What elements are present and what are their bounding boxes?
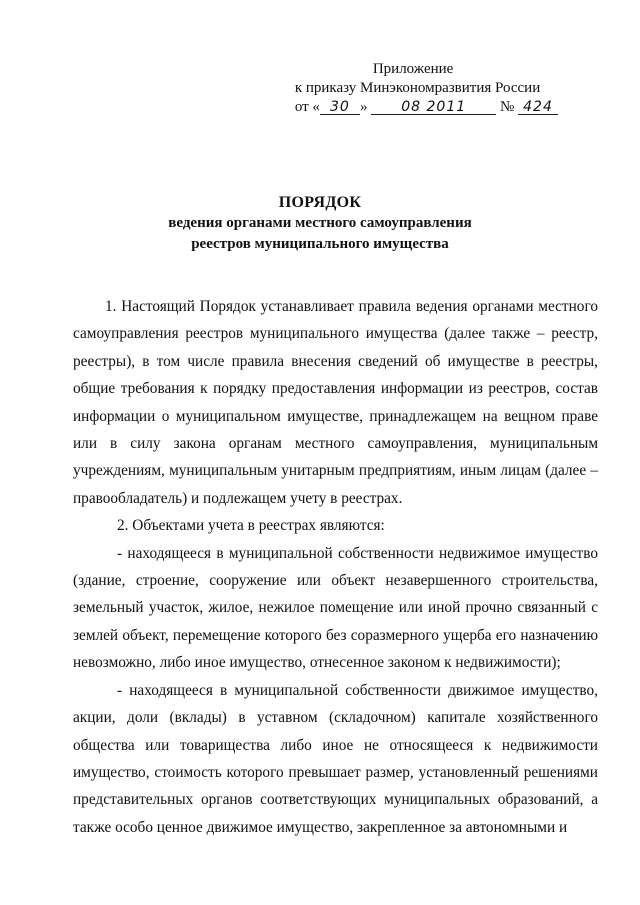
date-prefix: от « (294, 99, 320, 115)
document-body (73, 293, 598, 841)
handwritten-number: 424 (518, 100, 558, 115)
number-label: № (499, 99, 515, 115)
appendix-block (295, 60, 558, 117)
title-subtitle-1: ведения органами местного самоуправления (168, 215, 472, 231)
date-mid: » (359, 99, 368, 115)
title-subtitle-2: реестров муниципального имущества (191, 236, 449, 252)
paragraph-2: 2. Объектами учета в реестрах являются: (117, 517, 385, 535)
paragraph-3: - находящееся в муниципальной собственности недвижимое имущество (здание, строение, сооружение или объект незавершенного строительства, земельный участок, жилое, нежилое помещение или иной прочно связанный с землей объект, перемещение которого без соразмерного ущерба его назначению невозможно, либо иное имущество, отнесенное законом к недвижимости); (73, 544, 598, 672)
handwritten-day: 30 (320, 100, 360, 115)
appendix-date-line (295, 98, 558, 117)
title-heading: ПОРЯДОК (278, 194, 362, 211)
paragraph-4: - находящееся в муниципальной собственности движимое имущество, акции, доли (вклады) в уставном (складочном) капитале хозяйственного общества или товарищества либо иное не относящееся к недвижимости имущество, стоимость которого превышает размер, установленный решениями представительных органов соответствующих муниципальных образований, а также особо ценное движимое имущество, закрепленное за автономными и (73, 681, 598, 836)
document-title (0, 193, 640, 255)
handwritten-month-year: 08 2011 (371, 100, 496, 115)
appendix-order-ref: к приказу Минэкономразвития России (294, 80, 541, 96)
paragraph-1: 1. Настоящий Порядок устанавливает правила ведения органами местного самоуправления реестров муниципального имущества (далее также – реестр, реестры), в том числе правила внесения сведений об имуществе в реестры, общие требования к порядку предоставления информации из реестров, состав информации о муниципальном имуществе, принадлежащем на вещном праве или в силу закона органам местного самоуправления, муниципальным учреждениям, муниципальным унитарным предприятиям, иным лицам (далее – правообладатель) и подлежащем учету в реестрах. (73, 298, 598, 507)
appendix-title: Приложение (372, 61, 454, 77)
